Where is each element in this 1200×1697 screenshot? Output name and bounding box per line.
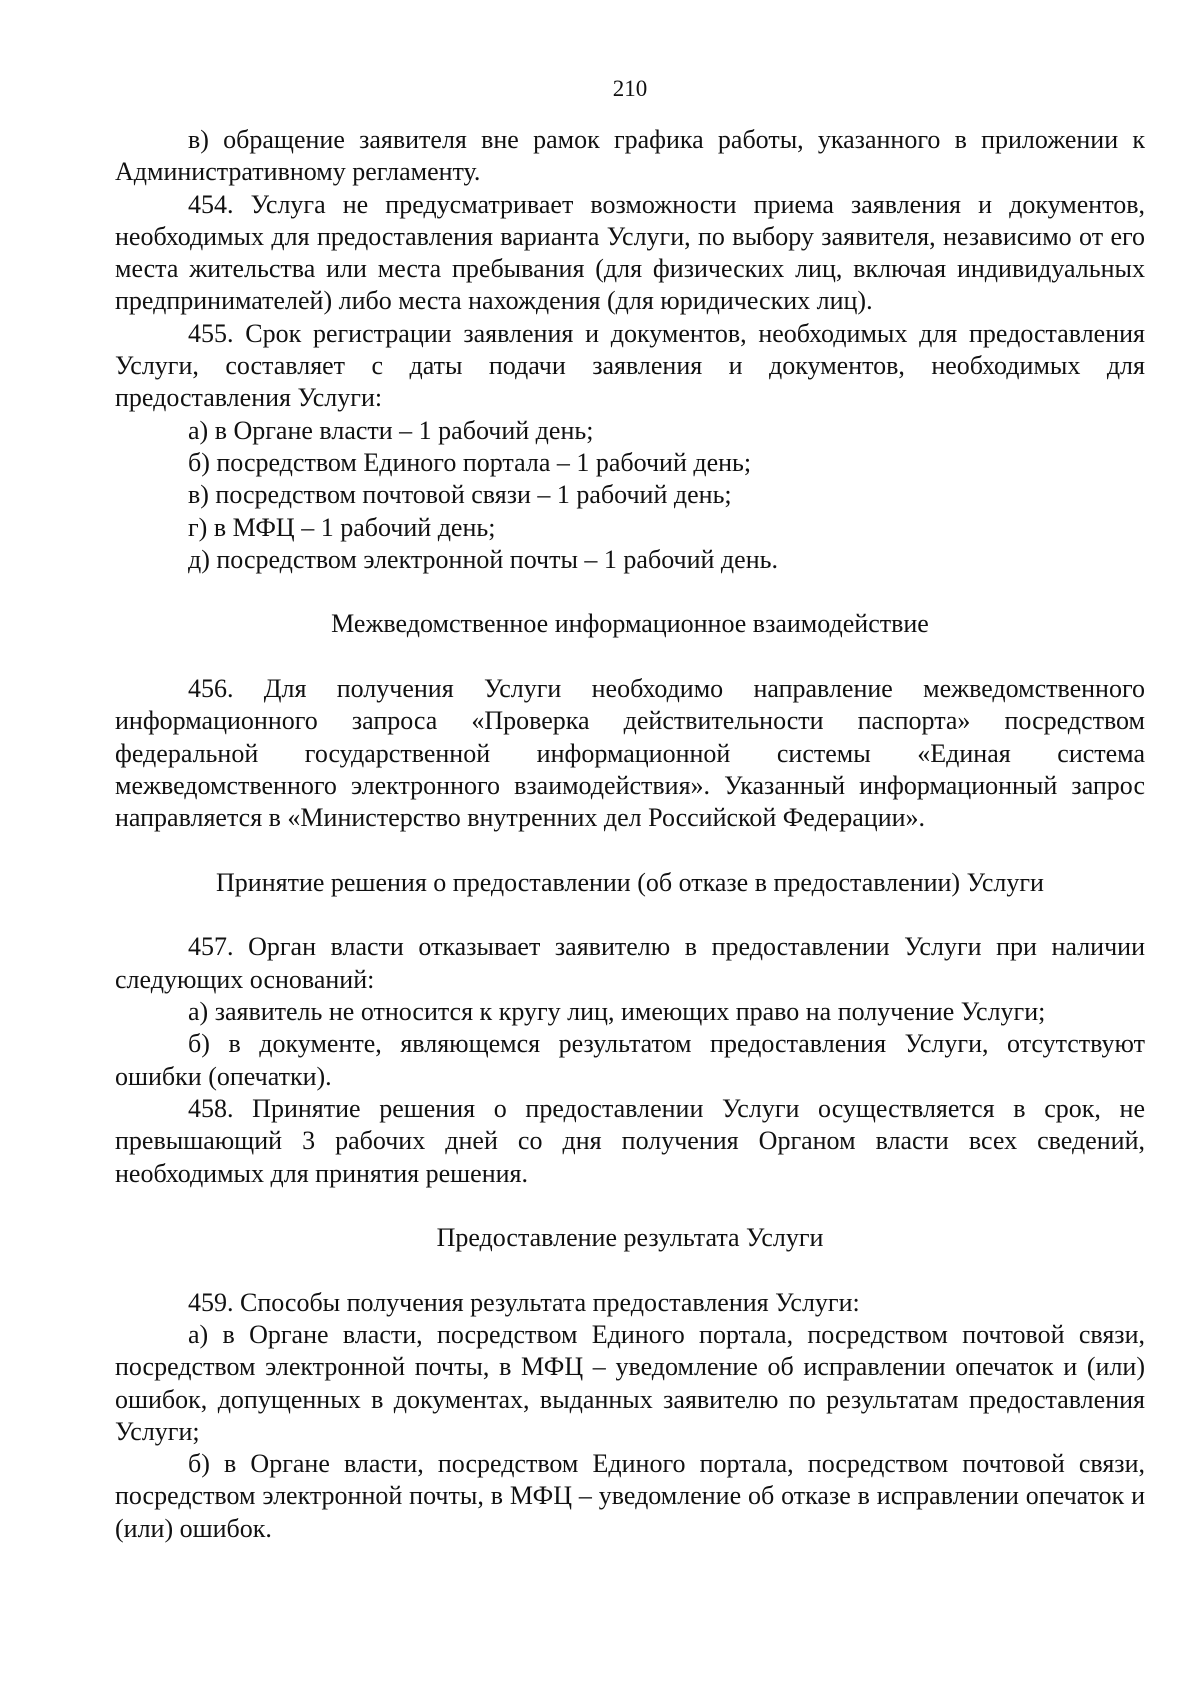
spacer	[115, 576, 1145, 608]
paragraph-454: 454. Услуга не предусматривает возможности приема заявления и документов, необходимых для предоставления варианта Услуги, по выбору заявителя, независимо от его места жительства или места пребывания (для физических лиц, включая индивидуальных предпринимателей) либо места нахождения (для юридических лиц).	[115, 189, 1145, 316]
list-item-b: б) в документе, являющемся результатом предоставления Услуги, отсутствуют ошибки (опечатки).	[115, 1029, 1145, 1091]
list-item-d: д) посредством электронной почты – 1 рабочий день.	[188, 544, 778, 574]
paragraph-459: 459. Способы получения результата предоставления Услуги:	[188, 1287, 860, 1317]
spacer	[115, 835, 1145, 867]
spacer	[115, 1254, 1145, 1286]
list-item-a: а) в Органе власти, посредством Единого портала, посредством почтовой связи, посредством электронной почты, в МФЦ – уведомление об исправлении опечаток и (или) ошибок, допущенных в документах, выданных заявителю по результатам предоставления Услуги;	[115, 1319, 1145, 1446]
section-heading-result: Предоставление результата Услуги	[436, 1223, 824, 1253]
page-number: 210	[612, 76, 648, 101]
paragraph-458: 458. Принятие решения о предоставлении Услуги осуществляется в срок, не превышающий 3 рабочих дней со дня получения Органом власти всех сведений, необходимых для принятия решения.	[115, 1093, 1145, 1188]
paragraph-456: 456. Для получения Услуги необходимо направление межведомственного информационного запроса «Проверка действительности паспорта» посредством федеральной государственной информационной системы «Единая система межведомственного электронного взаимодействия». Указанный информационный запрос направляется в «Министерство внутренних дел Российской Федерации».	[115, 674, 1145, 833]
document-body	[115, 124, 1145, 1545]
paragraph-457: 457. Орган власти отказывает заявителю в предоставлении Услуги при наличии следующих оснований:	[115, 932, 1145, 994]
spacer	[115, 899, 1145, 931]
spacer	[115, 1190, 1145, 1222]
list-item-a: а) заявитель не относится к кругу лиц, имеющих право на получение Услуги;	[188, 997, 1046, 1027]
section-heading-interagency: Межведомственное информационное взаимодействие	[331, 609, 929, 639]
paragraph-455: 455. Срок регистрации заявления и документов, необходимых для предоставления Услуги, составляет с даты подачи заявления и документов, необходимых для предоставления Услуги:	[115, 318, 1145, 413]
spacer	[115, 641, 1145, 673]
list-item-g: г) в МФЦ – 1 рабочий день;	[188, 512, 496, 542]
list-item-v: в) посредством почтовой связи – 1 рабочий день;	[188, 480, 732, 510]
list-item-b: б) в Органе власти, посредством Единого портала, посредством почтовой связи, посредством электронной почты, в МФЦ – уведомление об отказе в исправлении опечаток и (или) ошибок.	[115, 1449, 1145, 1543]
section-heading-decision: Принятие решения о предоставлении (об отказе в предоставлении) Услуги	[216, 867, 1044, 897]
list-item-b: б) посредством Единого портала – 1 рабочий день;	[188, 447, 752, 477]
paragraph-v-outside-schedule: в) обращение заявителя вне рамок графика работы, указанного в приложении к Административному регламенту.	[115, 125, 1145, 187]
list-item-a: а) в Органе власти – 1 рабочий день;	[188, 415, 594, 445]
